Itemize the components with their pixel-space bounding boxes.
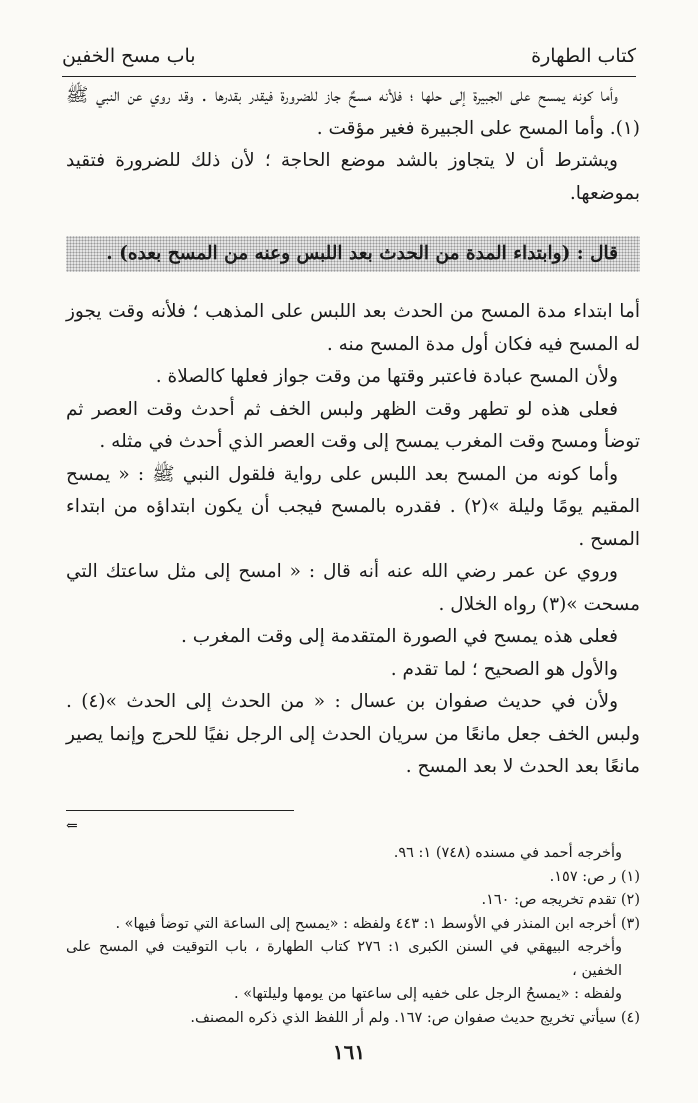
footnotes xyxy=(66,842,640,1030)
footnote-divider xyxy=(66,810,294,811)
footnote: (٤) سيأتي تخريج حديث صفوان ص: ١٦٧. ولم أر اللفظ الذي ذكره المصنف. xyxy=(190,1009,640,1026)
footnote: وأخرجه أحمد في مسنده (٧٤٨) ١: ٩٦. xyxy=(393,845,622,861)
footnote: ولفظه : «يمسحُ الرجل على خفيه إلى ساعتها من يومها وليلتها» . xyxy=(234,986,622,1002)
book-title: كتاب الطهارة xyxy=(531,45,636,67)
chapter-title: باب مسح الخفين xyxy=(62,45,196,67)
footnote: (١) ر ص: ١٥٧. xyxy=(549,868,640,885)
running-head xyxy=(62,36,636,77)
footnote: (٣) أخرجه ابن المنذر في الأوسط ١: ٤٤٣ ولفظه : «يمسح إلى الساعة التي توضأ فيها» . xyxy=(115,915,640,932)
paragraph: وأما كونه من المسح بعد اللبس على رواية فلقول النبي ﷺ : « يمسح المقيم يومًا وليلة »(٢) . فقدره بالمسح فيجب أن يكون ابتداؤه من ابتداء المسح . xyxy=(66,463,641,550)
paragraph: أما ابتداء مدة المسح من الحدث بعد اللبس على المذهب ؛ فلأنه وقت يجوز له المسح فيه فكان أول مدة المسح منه . xyxy=(66,301,640,355)
paragraph: فعلى هذه يمسح في الصورة المتقدمة إلى وقت المغرب . xyxy=(181,626,618,647)
footnote: وأخرجه البيهقي في السنن الكبرى ١: ٢٧٦ كتاب الطهارة ، باب التوقيت في المسح على الخفين ، xyxy=(66,939,622,979)
paragraph: وروي عن عمر رضي الله عنه أنه قال : « امسح إلى مثل ساعتك التي مسحت »(٣) رواه الخلال . xyxy=(66,561,640,615)
paragraph: ولأن المسح عبادة فاعتبر وقتها من وقت جواز فعلها كالصلاة . xyxy=(155,366,618,387)
paragraph: ولأن في حديث صفوان بن عسال : « من الحدث إلى الحدث »(٤) . ولبس الخف جعل مانعًا من سريان الحدث إلى الرجل نفيًا للحرج وإنما يصير مانعًا بعد الحدث لا بعد المسح . xyxy=(66,691,640,777)
section-heading: قال : (وابتداء المدة من الحدث بعد اللبس وعنه من المسح بعده) . xyxy=(66,236,640,272)
paragraph: والأول هو الصحيح ؛ لما تقدم . xyxy=(390,658,618,680)
paragraph: وأما كونه يمسح على الجبيرة إلى حلها ؛ فلأنه مسحٌ جاز للضرورة فيقدر بقدرها . وقد روي عن النبي ﷺ (١). وأما المسح على الجبيرة فغير مؤقت . xyxy=(66,85,640,139)
main-text xyxy=(66,80,640,784)
page-number: ١٦١ xyxy=(332,1040,366,1064)
paragraph: ويشترط أن لا يتجاوز بالشد موضع الحاجة ؛ لأن ذلك للضرورة فتقيد بموضعها. xyxy=(66,150,640,204)
paragraph: فعلى هذه لو تطهر وقت الظهر ولبس الخف ثم أحدث وقت العصر ثم توضأ ومسح وقت المغرب يمسح إلى وقت العصر الذي أحدث في مثله . xyxy=(66,398,640,452)
continuation-arrow-icon: ⇐ xyxy=(66,818,78,834)
footnote: (٢) تقدم تخريجه ص: ١٦٠. xyxy=(481,892,640,908)
